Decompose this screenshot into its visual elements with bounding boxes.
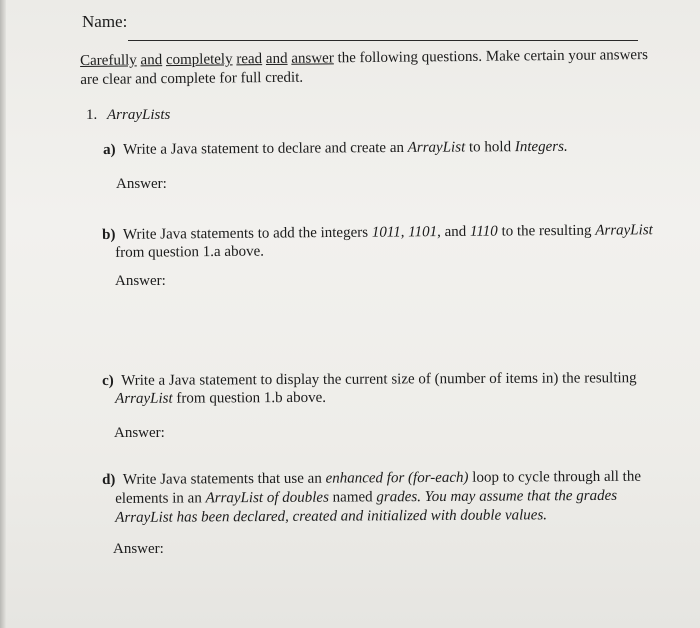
intro-word: Carefully — [80, 52, 137, 69]
intro-text-line2: are clear and complete for full credit. — [80, 69, 304, 88]
instructions — [80, 46, 650, 90]
question-b — [102, 221, 662, 262]
question-text: and — [444, 223, 467, 241]
question-letter: d) — [102, 471, 116, 488]
question-letter: a) — [103, 141, 116, 158]
question-text: to hold — [468, 139, 512, 156]
answer-label-b: Answer: — [115, 273, 166, 289]
question-italic: grades. — [376, 489, 422, 506]
question-italic: ArrayList — [407, 139, 466, 156]
section-title: ArrayLists — [107, 107, 171, 123]
question-letter: b) — [102, 226, 116, 243]
question-text: Write a Java statement to declare and create an — [122, 139, 405, 158]
name-label: Name: — [82, 12, 128, 31]
question-c — [102, 369, 662, 408]
answer-label-a: Answer: — [116, 176, 167, 192]
question-text: named — [332, 489, 373, 506]
question-italic: Integers. — [514, 138, 568, 156]
answer-label-d: Answer: — [113, 541, 164, 557]
question-a — [103, 137, 663, 159]
question-text: Write Java statements that use an — [122, 470, 322, 488]
intro-word: read — [236, 51, 263, 68]
question-letter: c) — [102, 372, 114, 389]
question-italic: enhanced for (for-each) — [325, 469, 469, 487]
section-number: 1. — [86, 107, 98, 123]
answer-label-c: Answer: — [114, 425, 165, 441]
question-text: Write Java statements to add the integers — [122, 224, 369, 243]
name-blank-line — [128, 40, 638, 41]
page-fold-shadow — [0, 0, 6, 628]
intro-word: answer — [291, 50, 334, 67]
section-heading — [86, 107, 170, 124]
question-text: loop to cycle through all the — [472, 468, 642, 486]
question-italic: ArrayList — [115, 390, 173, 407]
question-italic: You may assume that the grades — [424, 487, 618, 506]
intro-word: and — [265, 50, 288, 68]
question-italic: ArrayList — [595, 222, 653, 239]
question-text: elements in an — [115, 490, 202, 507]
question-italic: 1110 — [469, 223, 498, 240]
question-italic: ArrayList of doubles — [205, 489, 329, 507]
question-text: from question 1.b above. — [176, 389, 327, 407]
question-text: Write a Java statement to display the current size of (number of items in) the resulting — [121, 370, 637, 389]
intro-word: and — [140, 52, 163, 69]
intro-word: completely — [165, 51, 233, 69]
question-text: to the resulting — [501, 222, 592, 240]
question-text-line2: from question 1.a above. — [115, 243, 265, 261]
question-italic: ArrayList has been declared, created and initialized with double values. — [115, 507, 548, 526]
intro-text: the following questions. Make certain your answers — [337, 47, 648, 67]
question-d — [102, 468, 672, 528]
question-italic: 1011, 1101, — [371, 224, 441, 241]
